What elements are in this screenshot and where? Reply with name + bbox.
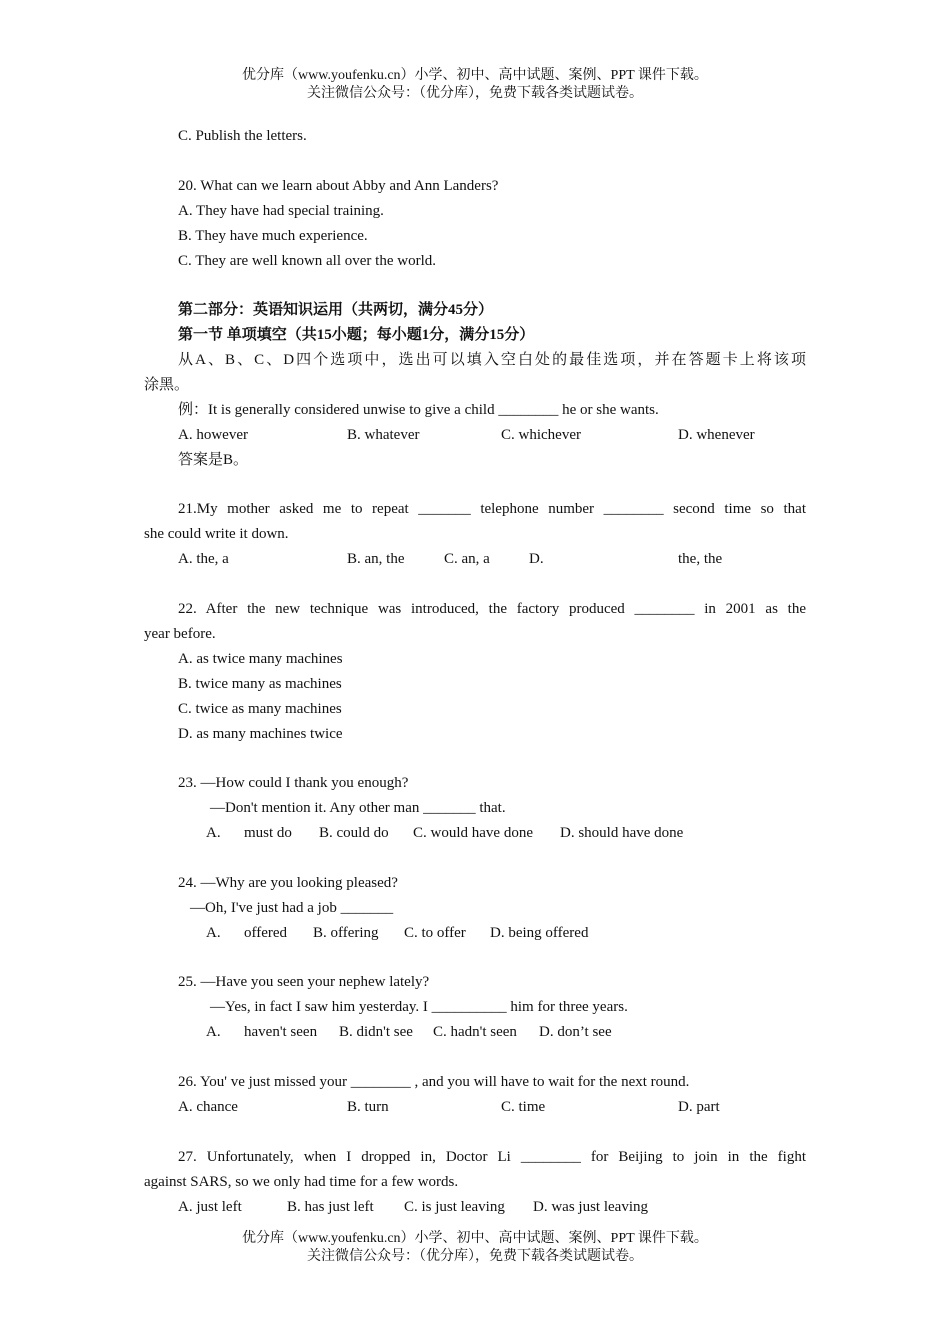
q21-option-d-text: the, the (678, 551, 723, 567)
q23-option-d: D. should have done (560, 825, 684, 841)
q24-stem-line-2: —Oh, I've just had a job _______ (190, 900, 394, 916)
q25-option-d: D. don’t see (539, 1024, 612, 1040)
example-answer: 答案是B。 (178, 452, 249, 468)
q22-option-a: A. as twice many machines (178, 651, 343, 667)
q23-option-c: C. would have done (413, 825, 533, 841)
footer-line-2: 关注微信公众号：（优分库），免费下载各类试题试卷。 (307, 1249, 643, 1264)
q26-option-a: A. chance (178, 1099, 238, 1115)
q24-option-d: D. being offered (490, 925, 589, 941)
q22-stem-line-2: year before. (144, 626, 216, 642)
example-option-a: A. however (178, 427, 248, 443)
q25-stem-line-2: —Yes, in fact I saw him yesterday. I __________ him for three years. (210, 999, 628, 1015)
instructions-line-1: 从A、B、C、D四个选项中，选出可以填入空白处的最佳选项，并在答题卡上将该项 (178, 352, 806, 368)
q21-option-c: C. an, a (444, 551, 490, 567)
q20-option-c: C. They are well known all over the world. (178, 253, 436, 269)
q27-option-d: D. was just leaving (533, 1199, 648, 1215)
q27-option-b: B. has just left (287, 1199, 374, 1215)
part2-title: 第二部分：英语知识运用（共两切，满分45分） (178, 302, 494, 318)
q24-option-a: A. (206, 925, 221, 941)
q25-option-a: A. (206, 1024, 221, 1040)
q23-option-a-text: must do (244, 825, 292, 841)
q23-stem-line-1: 23. —How could I thank you enough? (178, 775, 409, 791)
q25-option-a-text: haven't seen (244, 1024, 318, 1040)
example-option-b: B. whatever (347, 427, 420, 443)
q24-stem-line-1: 24. —Why are you looking pleased? (178, 875, 398, 891)
q23-option-b: B. could do (319, 825, 389, 841)
q25-stem-line-1: 25. —Have you seen your nephew lately? (178, 974, 430, 990)
q26-stem: 26. You' ve just missed your ________ , and you will have to wait for the next round. (178, 1074, 690, 1090)
q27-option-c: C. is just leaving (404, 1199, 505, 1215)
example-option-c: C. whichever (501, 427, 581, 443)
q21-option-d: D. (529, 551, 544, 567)
q25-option-c: C. hadn't seen (433, 1024, 517, 1040)
q21-stem-line-1: 21.My mother asked me to repeat _______ telephone number ________ second time so that (178, 501, 806, 517)
q22-option-c: C. twice as many machines (178, 701, 342, 717)
q20-option-a: A. They have had special training. (178, 203, 384, 219)
q21-stem-line-2: she could write it down. (144, 526, 289, 542)
q24-option-b: B. offering (313, 925, 379, 941)
q27-stem-line-2: against SARS, so we only had time for a few words. (144, 1174, 459, 1190)
q24-option-c: C. to offer (404, 925, 466, 941)
q20-stem: 20. What can we learn about Abby and Ann Landers? (178, 178, 499, 194)
q21-option-a: A. the, a (178, 551, 229, 567)
header-line-2: 关注微信公众号：（优分库），免费下载各类试题试卷。 (307, 86, 643, 101)
q21-option-b: B. an, the (347, 551, 405, 567)
q23-option-a: A. (206, 825, 221, 841)
q22-option-d: D. as many machines twice (178, 726, 343, 742)
instructions-line-2: 涂黑。 (144, 377, 190, 393)
example-option-d: D. whenever (678, 427, 755, 443)
q22-stem-line-1: 22. After the new technique was introduced, the factory produced ________ in 2001 as the (178, 601, 806, 617)
q27-stem-line-1: 27. Unfortunately, when I dropped in, Doctor Li ________ for Beijing to join in the fight (178, 1149, 806, 1165)
q20-option-b: B. They have much experience. (178, 228, 368, 244)
q22-option-b: B. twice many as machines (178, 676, 342, 692)
q26-option-c: C. time (501, 1099, 546, 1115)
q25-option-b: B. didn't see (339, 1024, 413, 1040)
example-stem: 例：It is generally considered unwise to give a child ________ he or she wants. (178, 402, 659, 418)
footer-line-1: 优分库（www.youfenku.cn）小学、初中、高中试题、案例、PPT 课件下载。 (242, 1231, 708, 1246)
q27-option-a: A. just left (178, 1199, 242, 1215)
q24-option-a-text: offered (244, 925, 288, 941)
q26-option-d: D. part (678, 1099, 720, 1115)
section1-title: 第一节 单项填空（共15小题；每小题1分，满分15分） (178, 327, 535, 343)
q23-stem-line-2: —Don't mention it. Any other man _______ that. (210, 800, 506, 816)
q26-option-b: B. turn (347, 1099, 389, 1115)
q19-option-c: C. Publish the letters. (178, 128, 307, 144)
header-line-1: 优分库（www.youfenku.cn）小学、初中、高中试题、案例、PPT 课件下载。 (242, 68, 708, 83)
